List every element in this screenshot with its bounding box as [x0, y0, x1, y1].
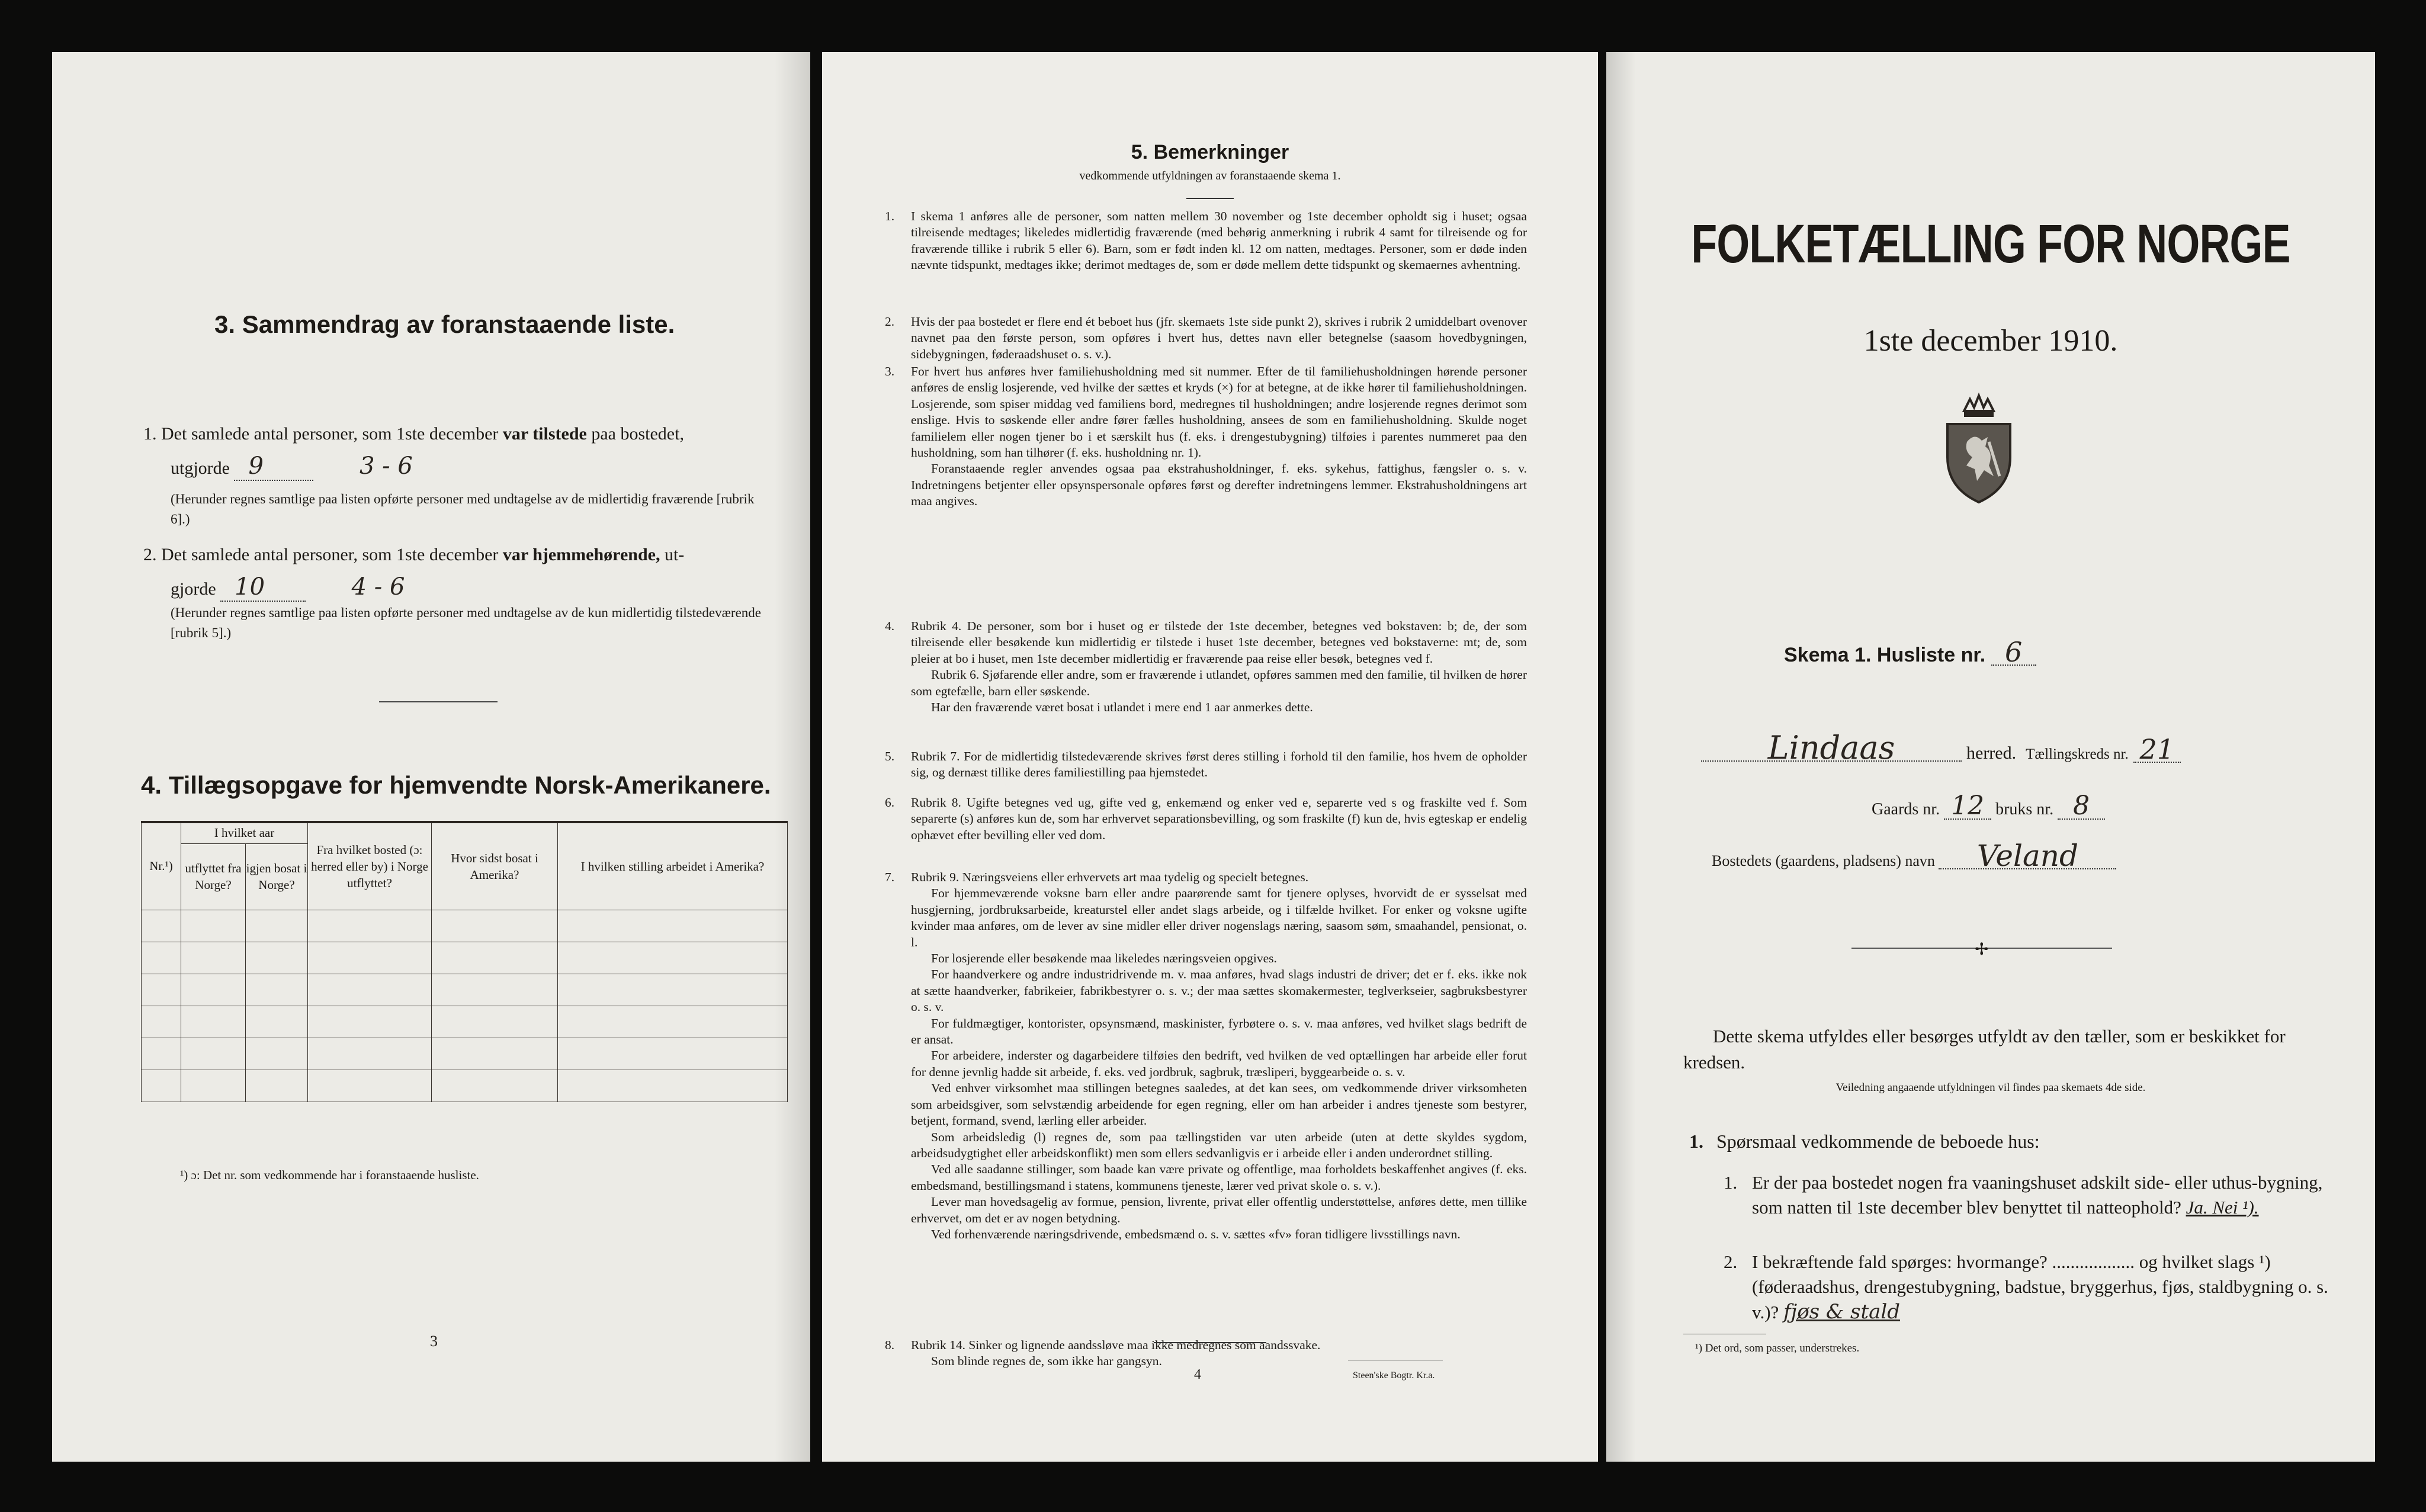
remark-paragraph: Foranstaaende regler anvendes ogsaa paa ekstrahusholdninger, f. eks. sykehus, fattighus, fængsler o. s. v. Indretningens betjenter eller opsynspersonale opføres først og derefter indretningens lemmer. Ekstrahusholdningens art maa angives.: [911, 461, 1527, 509]
item-number: 1.: [143, 424, 157, 444]
census-date: 1ste december 1910.: [1863, 324, 2118, 358]
present-count-field[interactable]: 9: [234, 452, 313, 481]
table-footnote: ¹) ɔ: Det nr. som vedkommende har i foranstaaende husliste.: [180, 1168, 479, 1182]
schema-heading: [1784, 636, 2036, 668]
question-number: 1.: [1689, 1131, 1703, 1152]
remark-paragraph: Som blinde regnes de, som ikke har gangsyn.: [931, 1354, 1162, 1369]
krets-nr-field[interactable]: 21: [2133, 737, 2181, 763]
item-text: paa bostedet,: [591, 424, 684, 444]
handwritten-note: 4 - 6: [351, 573, 405, 601]
item-text: Det samlede antal personer, som 1ste december: [161, 545, 499, 564]
instructions-text: Dette skema utfyldes eller besørges utfyldt av den tæller, som er beskikket for kredsen.: [1683, 1026, 2286, 1073]
remark-paragraph: Hvis der paa bostedet er flere end ét beboet hus (jfr. skemaets 1ste side punkt 2), skrives i rubrik 2 umiddelbart ovenover navnet paa den første person, som opføres i hvert hus, dettes navn eller betegnelse (saasom hovedbygningen, sidebygningen, føderaadshuset o. s. v.).: [911, 314, 1527, 361]
ornament-icon: ✢: [1975, 940, 1989, 959]
bosted-field[interactable]: Veland: [1939, 843, 2116, 869]
remark-item: [885, 795, 1527, 843]
herred-field[interactable]: Lindaas: [1701, 736, 1962, 762]
gaards-nr-field[interactable]: 12: [1944, 794, 1991, 820]
question-1-title: [1689, 1129, 2040, 1154]
question-title: Spørsmaal vedkommende de beboede hus:: [1716, 1131, 2040, 1152]
remark-paragraph: Rubrik 6. Sjøfarende eller andre, som er fraværende i utlandet, opføres sammen med den familie, til hvilken de hører som egtefælle, barn eller søskende.: [911, 667, 1527, 698]
page-number: 3: [430, 1333, 438, 1350]
census-title: FOLKETÆLLING FOR NORGE: [1691, 214, 2290, 274]
item-text: ut-: [664, 545, 685, 564]
remark-number: 3.: [885, 364, 895, 378]
remark-paragraph: Rubrik 14. Sinker og lignende aandssløve maa ikke medregnes som aandssvake.: [911, 1338, 1321, 1352]
question-number: 2.: [1724, 1251, 1738, 1272]
remark-number: 4.: [885, 619, 895, 633]
remark-number: 1.: [885, 209, 895, 223]
remark-paragraph: Rubrik 7. For de midlertidig tilstedeværende skrives først deres stilling i forhold til den familie, hos hvem de opholder sig, og dernæst tillike deres familiestilling paa hjemstedet.: [911, 749, 1527, 780]
remark-number: 2.: [885, 314, 895, 329]
table-row: [142, 974, 788, 1006]
section-3-title: 3. Sammendrag av foranstaaende liste.: [214, 310, 675, 338]
remark-item: [885, 208, 1527, 274]
summary-item-1-line2: [171, 452, 413, 482]
norsk-amerikanere-table: [141, 821, 788, 1102]
remark-item: [885, 618, 1527, 715]
table-row: [142, 910, 788, 942]
remark-item: [885, 364, 1527, 510]
resident-count-field[interactable]: 10: [220, 573, 306, 602]
remark-number: 6.: [885, 795, 895, 810]
table-row: [142, 942, 788, 974]
bruks-label: bruks nr.: [1995, 800, 2054, 818]
question-text: I bekræftende fald spørges: hvormange? .................. og hvilket slags ¹) (føderaadshus, drengestubygning, badstue, bryggerhus, fjøs, staldbygning o. s. v.)?: [1752, 1251, 2328, 1322]
remark-paragraph: Rubrik 9. Næringsveiens eller erhvervets art maa tydelig og specielt betegnes.: [911, 870, 1309, 884]
footnote: ¹) Det ord, som passer, understrekes.: [1695, 1342, 1860, 1354]
table-row: [142, 1070, 788, 1102]
col-last-residence: Hvor sidst bosat i Amerika?: [432, 822, 558, 910]
right-page: [1606, 52, 2375, 1462]
col-nr: Nr.¹): [142, 822, 181, 910]
bruks-nr-field[interactable]: 8: [2058, 794, 2105, 820]
remark-paragraph: For fuldmægtiger, kontorister, opsynsmænd, maskinister, fyrbøtere o. s. v. maa anføres, ved hvilket slags bedrift de er ansat.: [911, 1016, 1527, 1047]
remark-paragraph: Ved forhenværende næringsdrivende, embedsmænd o. s. v. sættes «fv» foran tidligere livsstillings navn.: [931, 1227, 1461, 1241]
gaards-label: Gaards nr.: [1872, 800, 1940, 818]
husliste-nr-field[interactable]: 6: [1991, 640, 2036, 666]
item-text: Det samlede antal personer, som 1ste december: [161, 424, 499, 444]
item-emphasis: var tilstede: [502, 424, 587, 444]
item-emphasis: var hjemmehørende,: [502, 545, 660, 564]
question-1-2: [1724, 1250, 2340, 1325]
bosted-label: Bostedets (gaardens, pladsens) navn: [1712, 852, 1935, 869]
remarks-subtitle: vedkommende utfyldningen av foranstaaende skema 1.: [1079, 169, 1341, 182]
col-occupation: I hvilken stilling arbeidet i Amerika?: [558, 822, 788, 910]
remark-number: 8.: [885, 1338, 895, 1352]
summary-item-1: [143, 420, 747, 448]
remark-paragraph: Rubrik 4. De personer, som bor i huset og er tilstede der 1ste december, betegnes ved bokstaven: b; de, der som tilreisende eller besøkende kun midlertidig er tilstede i huset 1ste december, betegnes ved bokstaverne: mt; de, som pleier at bo i huset, men 1ste december midlertidig er fraværende paa reise eller besøk, betegnes ved f.: [911, 619, 1527, 666]
bosted-line: [1712, 839, 2116, 874]
middle-page: [822, 52, 1598, 1462]
col-group-year: I hvilket aar: [181, 822, 308, 843]
remark-paragraph: For losjerende eller besøkende maa likeledes næringsveien opgives.: [931, 951, 1277, 966]
summary-item-2-line2: [171, 573, 405, 603]
divider: [379, 701, 498, 702]
remark-item: [885, 869, 1527, 1243]
page-number: 4: [1194, 1367, 1201, 1382]
remark-paragraph: Som arbeidsledig (l) regnes de, som paa tællingstiden var uten arbeide (uten at dette skyldes sygdom, arbeidsudygtighet eller arbeidskonflikt) men som ellers sedvanligvis er i arbeide eller i anden underordnet stilling.: [911, 1129, 1527, 1160]
remark-paragraph: For haandverkere og andre industridrivende m. v. maa anføres, hvad slags industri de driver; det er f. eks. ikke nok at sætte haandverker, fabrikeier, fabrikbestyrer o. s. v.; der maa sættes skomakermester, teglverkseier, sagbruksbestyrer o. s. v.: [911, 967, 1527, 1015]
remark-paragraph: For hjemmeværende voksne barn eller andre paarørende samt for tjenere oplyses, hvorvidt de er sysselsat med husgjerning, jordbruksarbeide, kreaturstel eller andet slags arbeide, og i tilfælde hvilket. For enker og voksne ugifte kvinder maa anføres, om de lever av sine midler eller driver nogenslags næring, saasom søm, smaahandel, pensionat, o. l.: [911, 886, 1527, 949]
question-1-1: [1724, 1170, 2340, 1220]
schema-label: Skema 1. Husliste nr.: [1784, 644, 1986, 666]
divider: [1186, 198, 1234, 199]
section-4-title: 4. Tillægsopgave for hjemvendte Norsk-Amerikanere.: [141, 771, 771, 799]
question-text: Er der paa bostedet nogen fra vaaningshuset adskilt side- eller uthus-bygning, som natten til 1ste december blev benyttet til natteophold?: [1752, 1172, 2323, 1218]
summary-item-1-note: (Herunder regnes samtlige paa listen opførte personer med undtagelse av de midlertidig fraværende [rubrik 6].): [171, 492, 755, 527]
left-page: [52, 52, 810, 1462]
answer-ja-nei[interactable]: Ja. Nei ¹).: [2186, 1197, 2259, 1218]
col-emigrated: utflyttet fra Norge?: [181, 843, 246, 910]
summary-item-2: [143, 541, 747, 569]
remark-item: [885, 314, 1527, 362]
remark-paragraph: I skema 1 anføres alle de personer, som natten mellem 30 november og 1ste december opholdt sig i huset; ogsaa tilreisende medtages; likeledes midlertidig fraværende (med behørig anmerkning i rubrik 4 samt for tilreisende og for fraværende tillike i rubrik 5 eller 6). Barn, som er født inden kl. 12 om natten, medtages. Personer, som er døde inden nævnte tidspunkt, medtages ikke; derimot medtages de, som er døde mellem dette tidspunkt og skemaernes avhentning.: [911, 209, 1527, 272]
divider: [1154, 1342, 1266, 1343]
page-fold-shadow: [775, 52, 810, 1462]
item-text: utgjorde: [171, 458, 230, 478]
printer-mark: Steen'ske Bogtr. Kr.a.: [1353, 1370, 1435, 1381]
herred-label: herred.: [1966, 743, 2017, 763]
summary-item-2-note: (Herunder regnes samtlige paa listen opførte personer med undtagelse av de kun midlertidig tilstedeværende [rubrik 5].): [171, 605, 761, 640]
col-from-where: Fra hvilket bosted (ɔ: herred eller by) i Norge utflyttet?: [308, 822, 432, 910]
page-fold-shadow: [1606, 52, 1636, 1462]
coat-of-arms-icon: [1940, 387, 2017, 509]
herred-line: [1701, 729, 2341, 767]
table-row: [142, 1038, 788, 1070]
remark-paragraph: For arbeidere, inderster og dagarbeidere tilføies den bedrift, ved hvilken de ved optællingen har arbeide eller forut for denne jevnlig hadde sit arbeide, f. eks. ved jordbruk, sagbruk, træsliperi, byggearbeide o. s. v.: [911, 1048, 1527, 1079]
remark-paragraph: For hvert hus anføres hver familiehusholdning med sit nummer. Efter de til familiehusholdningen hørende personer anføres de enslig losjerende, ved hvilke der sættes et kryds (×) for at betegne, at de ikke hører til familiehusholdningen. Losjerende, som spiser middag ved familiens bord, medregnes til husholdningen; andre losjerende regnes derimot som enslige. Hvis to søskende eller andre fører fælles husholdning, ansees de som en familiehusholdning. Skulde noget familielem eller nogen tjener bo i et særskilt hus (f. eks. i drengestubygning) tilføies i parentes nummeret paa den husholdning, som han tilhører (f. eks. husholdning nr. 1).: [911, 364, 1527, 460]
remark-paragraph: Rubrik 8. Ugifte betegnes ved ug, gifte ved g, enkemænd og enker ved e, separerte ved s og fraskilte ved f. Som separerte (s) anføres kun de, som har erhvervet separationsbevilling, og som fraskilte (f) kun de, hvis egteskap er endelig ophævet efter bevilling eller ved dom.: [911, 795, 1527, 842]
guidance-text: Veiledning angaaende utfyldningen vil findes paa skemaets 4de side.: [1835, 1081, 2146, 1094]
handwritten-note: 3 - 6: [359, 452, 413, 480]
item-number: 2.: [143, 545, 157, 564]
remark-item: [885, 749, 1527, 781]
remarks-title: 5. Bemerkninger: [1131, 141, 1289, 163]
remark-number: 7.: [885, 870, 895, 884]
answer-building-type[interactable]: fjøs & stald: [1783, 1300, 1901, 1324]
remark-paragraph: Har den fraværende været bosat i utlandet i mere end 1 aar anmerkes dette.: [931, 700, 1313, 715]
col-returned: igjen bosat i Norge?: [246, 843, 308, 910]
question-number: 1.: [1724, 1172, 1738, 1193]
remark-paragraph: Ved enhver virksomhet maa stillingen betegnes saaledes, at det kan sees, om vedkommende driver virksomheten som arbeidsgiver, som selvstændig arbeidende for egen regning, eller om han arbeider i andres tjeneste som bestyrer, betjent, formand, svend, lærling eller arbeider.: [911, 1081, 1527, 1128]
remark-number: 5.: [885, 749, 895, 763]
gaard-line: [1872, 791, 2105, 822]
remark-paragraph: Ved alle saadanne stillinger, som baade kan være private og offentlige, maa forholdets beskaffenhet angives (f. eks. embedsmand, bestillingsmand i statens, kommunens tjeneste, lærer ved privat skole o. s. v.).: [911, 1162, 1527, 1193]
remark-paragraph: Lever man hovedsagelig av formue, pension, livrente, privat eller offentlig understøttelse, anføres dette, men tillike erhvervet, om det er av nogen betydning.: [911, 1195, 1527, 1225]
item-text: gjorde: [171, 579, 216, 599]
krets-label: Tællingskreds nr.: [2026, 746, 2129, 762]
table-row: [142, 1006, 788, 1038]
